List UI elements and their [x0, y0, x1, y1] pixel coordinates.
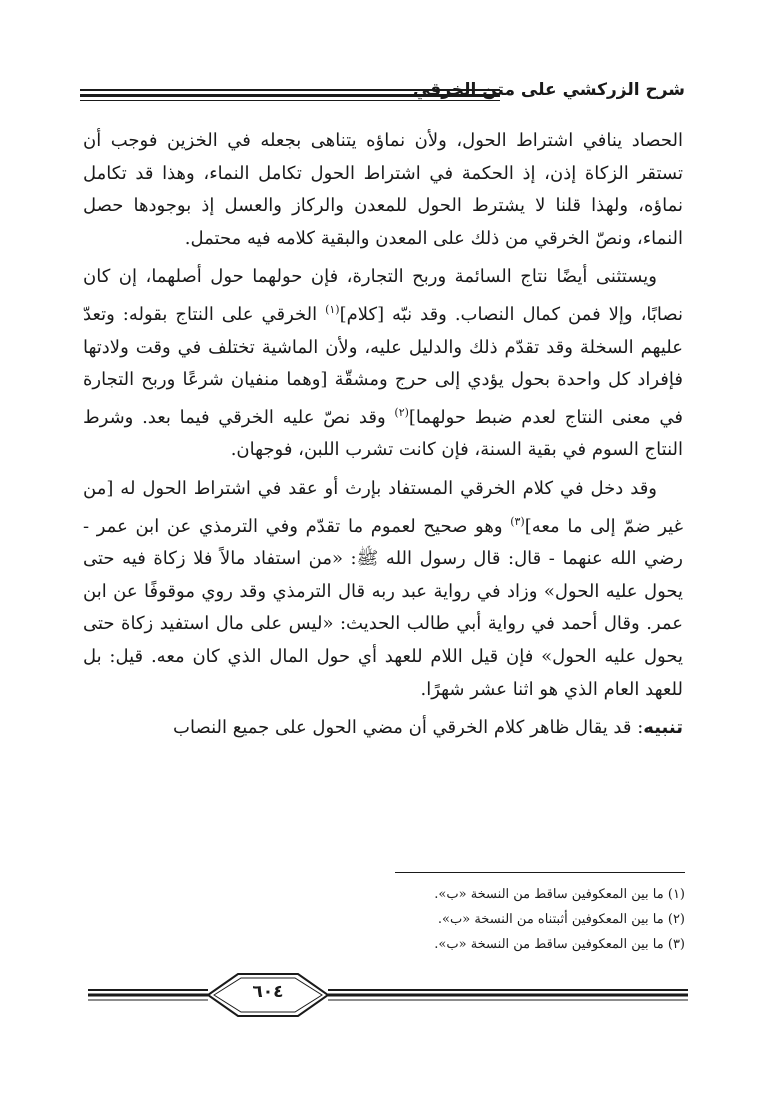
- paragraph-text: وقد دخل في كلام الخرقي المستفاد بإرث أو عقد في اشتراط الحول له [من غير ضمّ إلى ما معه]: [83, 477, 683, 537]
- header-rule: [80, 100, 500, 101]
- book-title: شرح الزركشي على متن الخرقي: [412, 80, 685, 100]
- footnote: (٣) ما بين المعكوفين ساقط من النسخة «ب».: [434, 937, 685, 952]
- footnote: (١) ما بين المعكوفين ساقط من النسخة «ب».: [434, 887, 685, 902]
- paragraph-text: : قد يقال ظاهر كلام الخرقي أن مضي الحول على جميع النصاب: [173, 717, 644, 739]
- footnote-separator: [395, 872, 685, 873]
- header-rule: [80, 89, 500, 91]
- paragraph: الحصاد ينافي اشتراط الحول، ولأن نماؤه يتناهى بجعله في الخزين فوجب أن تستقر الزكاة إذن، إذ الحكمة في اشتراط الحول تكامل النماء، وهذا قد تكامل نماؤه، ولهذا قلنا لا يشترط الحول للمعدن والركاز والعسل إذ بوجودها حصل النماء، ونصّ الخرقي من ذلك على المعدن والبقية كلامه فيه محتمل.: [83, 130, 683, 249]
- header-rule: [80, 94, 500, 97]
- main-text: [83, 125, 683, 751]
- note-label: تنبيه: [643, 717, 683, 739]
- paragraph-text: وهو صحيح لعموم ما تقدّم وفي الترمذي عن ابن عمر - رضي الله عنهما - قال: قال رسول الله ﷺ: «من استفاد مالاً فلا زكاة فيه حتى يحول عليه الحول» وزاد في رواية عبد ربه قال الترمذي وقد روي موقوفًا عن ابن عمر. وقال أحمد في رواية أبي طالب الحديث: «ليس على مال استفيد زكاة حتى يحول عليه الحول» فإن قيل اللام للعهد أي حول المال الذي كان معه. قيل: بل للعهد العام الذي هو اثنا عشر شهرًا.: [83, 515, 683, 700]
- footnote-ref[interactable]: (١): [325, 302, 340, 316]
- footer-ornament: [88, 968, 688, 1020]
- paragraph-text: ويستثنى أيضًا نتاج السائمة وربح التجارة، فإن حولهما حول أصلهما، إن كان نصابًا، وإلا فمن كمال النصاب. وقد نبّه [كلام]: [83, 266, 683, 325]
- footnotes: [85, 882, 685, 957]
- running-header: [80, 80, 685, 110]
- footnote: (٢) ما بين المعكوفين أثبتناه من النسخة «ب».: [437, 912, 685, 927]
- footnote-ref[interactable]: (٢): [394, 405, 409, 419]
- paragraph: [83, 712, 683, 745]
- paragraph-text: وقد نصّ عليه الخرقي فيما بعد. وشرط النتاج السوم في بقية السنة، فإن كانت تشرب اللبن، فوجهان.: [83, 406, 683, 461]
- paragraph: [83, 473, 683, 706]
- footnote-ref[interactable]: (٣): [510, 514, 525, 528]
- paragraph: [83, 261, 683, 467]
- paragraph-text: الخرقي على النتاج بقوله: وتعدّ عليهم السخلة وقد تقدّم ذلك والدليل عليه، ولأن الماشية تختلف في وقت ولادتها فإفراد كل واحدة بحول يؤدي إلى حرج ومشقّة [وهما منفيان شرعًا وربح التجارة في معنى النتاج لعدم ضبط حولهما]: [83, 303, 683, 428]
- page-footer: [88, 968, 688, 1020]
- page-number: ٦٠٤: [252, 982, 284, 1002]
